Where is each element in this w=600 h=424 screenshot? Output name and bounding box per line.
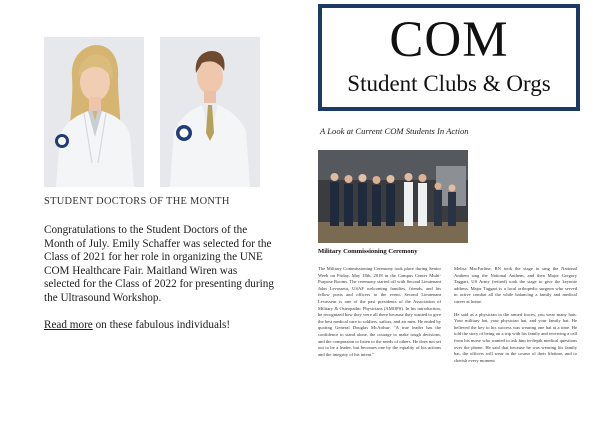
article-column-2 [454,266,577,370]
read-more-link[interactable]: Read more [44,319,93,331]
article-paragraph: Melisa MacFarline, RN took the stage to sing the National Anthem sing the National Anthem, and then Major Gregory Taggart, US Army (retired) took the stage to give the keynote address. Major Taggart is a local orthopedic surgeon who served in active combat all the while balancing a family and medical career at home. [454,266,577,304]
student-doctors-heading: STUDENT DOCTORS OF THE MONTH [44,196,230,207]
banner-subtitle: Student Clubs & Orgs [347,71,551,96]
photo-caption: Military Commissioning Ceremony [318,248,418,255]
congratulations-paragraph: Congratulations to the Student Doctors of the Month of July. Emily Schaffer was selected for the Class of 2021 for her role in organizing the UNE COM Healthcare Fair. Maitland Wiren was selected for the Class of 2022 for presenting during the Ultrasound Workshop. [44,224,274,304]
article-paragraph: He said as a physician in the armed forces, you wear many hats. Your military hat, your physician hat, and your family hat. He believed the key to his success was wearing one hat at a time. He told the story of being on a trip with his family and receiving a call from his nurse who wanted to ask him in-depth medical questions over the phone. He said that because he was wearing his family hat, the officers will wear in the course of their lifetime, and to cherish every moment [454,311,577,363]
portrait-emily-illustration [44,37,144,187]
article-column-1 [318,266,441,364]
portrait-maitland-wiren [160,37,260,187]
com-clubs-banner [318,4,580,111]
ceremony-illustration [318,150,468,243]
read-more-suffix: on these fabulous individuals! [92,319,231,331]
banner-title: COM [389,12,509,68]
ceremony-photo [318,150,468,243]
tagline: A Look at Current COM Students In Action [320,126,469,136]
portrait-maitland-illustration [160,37,260,187]
article-paragraph: The Military Commissioning Ceremony took place during Senior Week on Friday, May 18th, 2018 in the Campus Center Multi-Purpose Rooms. The ceremony started off with Second Lieutenant John Levasseur, USAF welcoming families, friends, and his fellow posts and officers to the event. Second Lieutenant Levasseur is one of the past presidents of the Association of Military & Osteopathic Physicians (AMOPS). In his introduction, he recognized how they were all there because they wanted to give the best medical care to soldiers, sailors, and air men. He ended by quoting General Douglas McArthur: "A true leader has the confidence to stand alone, the courage to make tough decisions, and the compassion to listen to the needs of others. He does not set out to be a leader, but becomes one by the equality of his actions and the integrity of his intent." [318,266,441,357]
portrait-emily-schaffer [44,37,144,187]
read-more-line [44,319,294,333]
